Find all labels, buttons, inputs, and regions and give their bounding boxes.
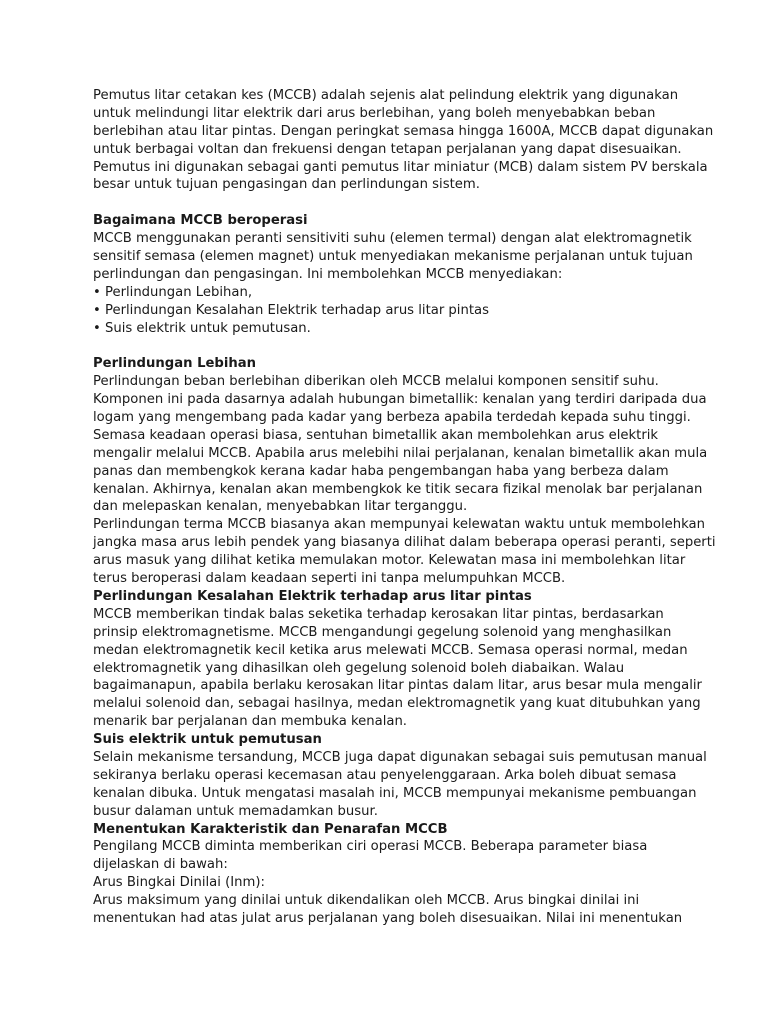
overload-paragraph <box>93 373 716 588</box>
text-line: logam yang mengembang pada kadar yang berbeza apabila terdedah kepada suhu tinggi. <box>93 410 691 426</box>
characteristics-paragraph <box>93 838 693 927</box>
text-line: dan melepaskan kenalan, menyebabkan litar terganggu. <box>93 499 468 515</box>
section-heading-short-circuit: Perlindungan Kesalahan Elektrik terhadap arus litar pintas <box>93 588 532 604</box>
operation-paragraph <box>93 230 693 284</box>
section-heading-overload: Perlindungan Lebihan <box>93 356 257 372</box>
paragraph-gap <box>93 337 693 355</box>
text-line: mengalir melalui MCCB. Apabila arus melebihi nilai perjalanan, kenalan bimetallik akan mula <box>93 445 708 461</box>
text-line: berlebihan atau litar pintas. Dengan peringkat semasa hingga 1600A, MCCB dapat digunakan <box>93 123 714 139</box>
intro-paragraph <box>93 87 714 194</box>
section-heading-disconnect-switch: Suis elektrik untuk pemutusan <box>93 732 322 748</box>
text-line: jangka masa arus lebih pendek yang biasanya dilihat dalam beberapa operasi peranti, seperti <box>93 535 716 551</box>
text-line: sekiranya berlaku operasi kecemasan atau penyelenggaraan. Arka boleh dibuat semasa <box>93 767 677 783</box>
text-line: untuk melindungi litar elektrik dari arus berlebihan, yang boleh menyebabkan beban <box>93 105 656 121</box>
text-line: besar untuk tujuan pengasingan dan perlindungan sistem. <box>93 177 480 193</box>
text-line: panas dan membengkok kerana kadar haba pengembangan haba yang berbeza dalam <box>93 463 669 479</box>
text-line: Pemutus litar cetakan kes (MCCB) adalah sejenis alat pelindung elektrik yang digunakan <box>93 88 679 103</box>
text-line: kenalan. Akhirnya, kenalan akan membengkok ke titik secara fizikal menolak bar perjalanan <box>93 481 703 497</box>
short-circuit-paragraph <box>93 606 702 731</box>
text-line: menarik bar perjalanan dan membuka kenalan. <box>93 714 407 730</box>
text-line: sensitif semasa (elemen magnet) untuk menyediakan mekanisme perjalanan untuk tujuan <box>93 249 693 265</box>
bullet-item: • Suis elektrik untuk pemutusan. <box>93 320 311 336</box>
text-line: Arus Bingkai Dinilai (Inm): <box>93 875 265 891</box>
text-line: arus masuk yang dilihat ketika memulakan motor. Kelewatan masa ini membolehkan litar <box>93 553 686 569</box>
text-line: dijelaskan di bawah: <box>93 857 228 873</box>
bullet-item: • Perlindungan Lebihan, <box>93 284 253 300</box>
text-line: Komponen ini pada dasarnya adalah hubungan bimetallik: kenalan yang terdiri daripada dua <box>93 392 707 408</box>
text-line: Semasa keadaan operasi biasa, sentuhan bimetallik akan membolehkan arus elektrik <box>93 427 659 443</box>
section-heading-characteristics: Menentukan Karakteristik dan Penarafan MCCB <box>93 821 448 837</box>
text-line: elektromagnetik yang dihasilkan oleh gegelung solenoid boleh diabaikan. Walau <box>93 660 625 676</box>
text-line: Selain mekanisme tersandung, MCCB juga dapat digunakan sebagai suis pemutusan manual <box>93 749 707 765</box>
paragraph-gap <box>93 194 693 212</box>
text-line: menentukan had atas julat arus perjalanan yang boleh disesuaikan. Nilai ini menentukan <box>93 910 683 926</box>
text-line: kenalan dibuka. Untuk mengatasi masalah ini, MCCB mempunyai mekanisme pembuangan <box>93 785 697 801</box>
feature-bullet-list <box>93 284 693 338</box>
text-line: perlindungan dan pengasingan. Ini membolehkan MCCB menyediakan: <box>93 266 563 282</box>
text-line: Pemutus ini digunakan sebagai ganti pemutus litar miniatur (MCB) dalam sistem PV berskala <box>93 159 708 175</box>
text-line: bagaimanapun, apabila berlaku kerosakan litar pintas dalam litar, arus besar mula mengalir <box>93 678 702 694</box>
text-line: medan elektromagnetik kecil ketika arus melewati MCCB. Semasa operasi normal, medan <box>93 642 688 658</box>
disconnect-switch-paragraph <box>93 749 707 821</box>
text-line: MCCB menggunakan peranti sensitiviti suhu (elemen termal) dengan alat elektromagnetik <box>93 231 692 247</box>
text-line: MCCB memberikan tindak balas seketika terhadap kerosakan litar pintas, berdasarkan <box>93 606 664 622</box>
document-body <box>93 87 716 928</box>
text-line: Perlindungan beban berlebihan diberikan oleh MCCB melalui komponen sensitif suhu. <box>93 374 659 390</box>
text-line: terus beroperasi dalam keadaan seperti ini tanpa melumpuhkan MCCB. <box>93 571 566 587</box>
section-heading-operation: Bagaimana MCCB beroperasi <box>93 213 308 229</box>
text-line: melalui solenoid dan, sebagai hasilnya, medan elektromagnetik yang kuat ditubuhkan yang <box>93 696 701 712</box>
text-line: Perlindungan terma MCCB biasanya akan mempunyai kelewatan waktu untuk membolehkan <box>93 517 705 533</box>
text-line: Pengilang MCCB diminta memberikan ciri operasi MCCB. Beberapa parameter biasa <box>93 839 648 855</box>
text-line: busur dalaman untuk memadamkan busur. <box>93 803 378 819</box>
bullet-item: • Perlindungan Kesalahan Elektrik terhadap arus litar pintas <box>93 302 489 318</box>
text-line: prinsip elektromagnetisme. MCCB mengandungi gegelung solenoid yang menghasilkan <box>93 624 672 640</box>
text-line: Arus maksimum yang dinilai untuk dikendalikan oleh MCCB. Arus bingkai dinilai ini <box>93 893 640 909</box>
text-line: untuk berbagai voltan dan frekuensi dengan tetapan perjalanan yang dapat disesuaikan. <box>93 141 682 157</box>
